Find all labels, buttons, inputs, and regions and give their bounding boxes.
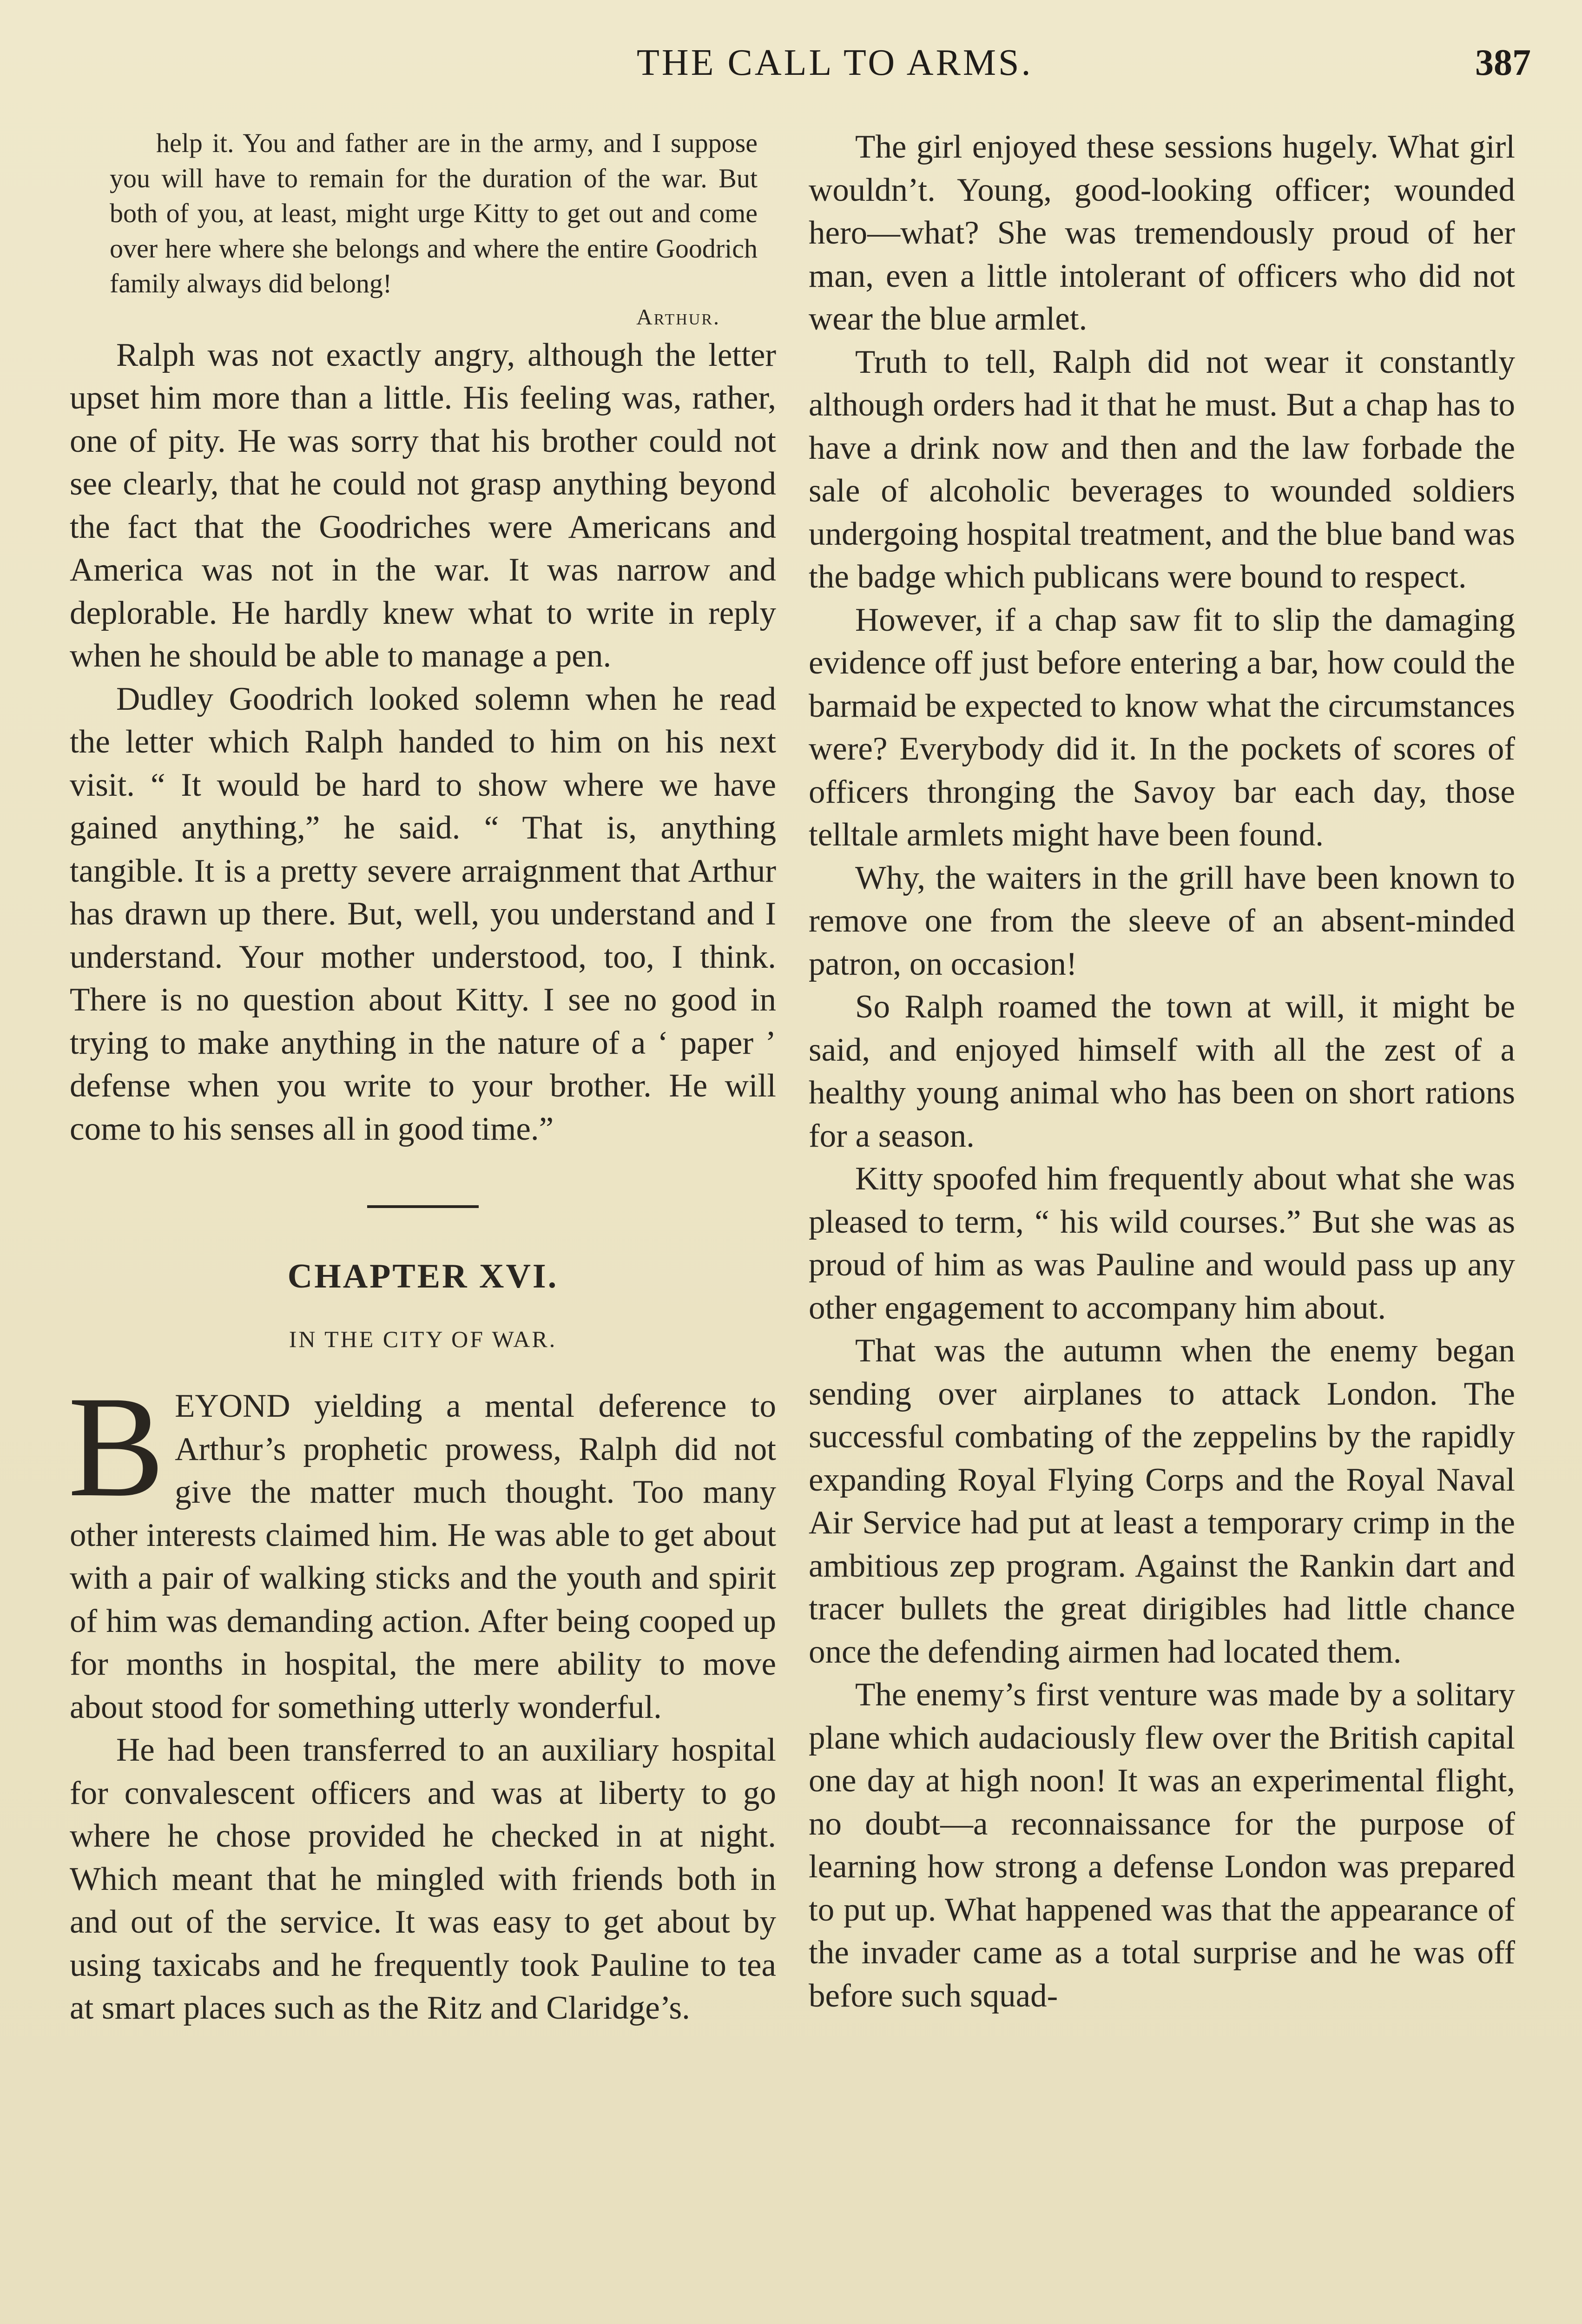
paragraph: That was the autumn when the enemy began sending over airplanes to attack London. The successful combating of the zeppelins by the rapidly expanding Royal Flying Corps and the Royal Naval Air Service had put at least a temporary crimp in the ambitious zep program. Against the Rankin dart and tracer bullets the great dirigibles had little chance once the defending airmen had located them. xyxy=(809,1333,1515,1670)
chapter-first-paragraph xyxy=(68,1367,776,1729)
letter-signature: Arthur. xyxy=(636,304,720,330)
letter-body: help it. You and father are in the army, and I suppose you will have to remain for the duration of the war. But both of you, at least, might urge Kitty to get out and come over here where she belongs and where the entire Goodrich family always did belong! xyxy=(110,128,758,298)
paragraph: However, if a chap saw fit to slip the damaging evidence off just before entering a bar, how could the barmaid be expected to know what the circumstances were? Everybody did it. In the pockets of scores of officers thronging the Savoy bar each day, those telltale armlets might have been found. xyxy=(809,601,1515,853)
paragraph: Why, the waiters in the grill have been known to remove one from the sleeve of an absent-minded patron, on occasion! xyxy=(809,859,1515,982)
paragraph: Truth to tell, Ralph did not wear it constantly although orders had it that he must. But a chap has to have a drink now and then and the law forbade the sale of alcoholic beverages to wounded soldiers undergoing hospital treatment, and the blue band was the badge which publicans were bound to respect. xyxy=(809,343,1515,595)
paragraph: Kitty spoofed him frequently about what she was pleased to term, “ his wild courses.” But she was as proud of him as was Pauline and would pass up any other engagement to accompany him about. xyxy=(809,1161,1515,1326)
paragraph: Ralph was not exactly angry, although the letter upset him more than a little. His feeling was, rather, one of pity. He was sorry that his brother could not see clearly, that he could not grasp anything beyond the fact that the Goodriches were Americans and America was not in the war. It was narrow and deplorable. He hardly knew what to write in reply when he should be able to manage a pen. xyxy=(70,337,776,674)
left-column xyxy=(70,125,776,2030)
paragraph: Dudley Goodrich looked solemn when he read the letter which Ralph handed to him on his next visit. “ It would be hard to show where we have gained anything,” he said. “ That is, anything tangible. It is a pretty severe arraignment that Arthur has drawn up there. But, well, you understand and I understand. Your mother understood, too, I think. There is no question about Kitty. I see no good in trying to make anything in the nature of a ‘ paper ’ defense when you write to your brother. He will come to his senses all in good time.” xyxy=(70,680,776,1147)
chapter-heading: CHAPTER XVI. xyxy=(287,1257,559,1295)
running-head xyxy=(65,42,1531,93)
paragraph: The enemy’s first venture was made by a solitary plane which audaciously flew over the British capital one day at high noon! It was an experimental flight, no doubt—a reconnaissance for the purpose of learning how strong a defense London was prepared to put up. What happened was that the appearance of the invader came as a total surprise and he was off before such squad- xyxy=(809,1677,1515,2014)
paragraph: The girl enjoyed these sessions hugely. What girl wouldn’t. Young, good-looking officer; wounded hero—what? She was tremendously proud of her man, even a little intolerant of officers who did not wear the blue armlet. xyxy=(809,129,1515,337)
section-divider xyxy=(367,1205,479,1208)
running-title: THE CALL TO ARMS. xyxy=(637,42,1033,83)
chapter-subtitle: IN THE CITY OF WAR. xyxy=(289,1326,557,1352)
paragraph: He had been transferred to an auxiliary hospital for convalescent officers and was at liberty to go where he chose provided he checked in at night. Which meant that he mingled with friends both in and out of the service. It was easy to get about by using taxicabs and he frequently took Pauline to tea at smart places such as the Ritz and Claridge’s. xyxy=(70,1732,776,2026)
page-number: 387 xyxy=(1475,42,1531,83)
chapter-first-paragraph-text: EYOND yielding a mental deference to Arthur’s prophetic prowess, Ralph did not give the matter much thought. Too many other interests claimed him. He was able to get about with a pair of walking sticks and the youth and spirit of him was demanding action. After being cooped up for months in hospital, the mere ability to move about stood for something utterly wonderful. xyxy=(70,1388,776,1725)
right-column xyxy=(809,125,1515,2017)
drop-cap: B xyxy=(68,1367,165,1527)
paragraph: So Ralph roamed the town at will, it might be said, and enjoyed himself with all the zest of a healthy young animal who has been on short rations for a season. xyxy=(809,989,1515,1154)
